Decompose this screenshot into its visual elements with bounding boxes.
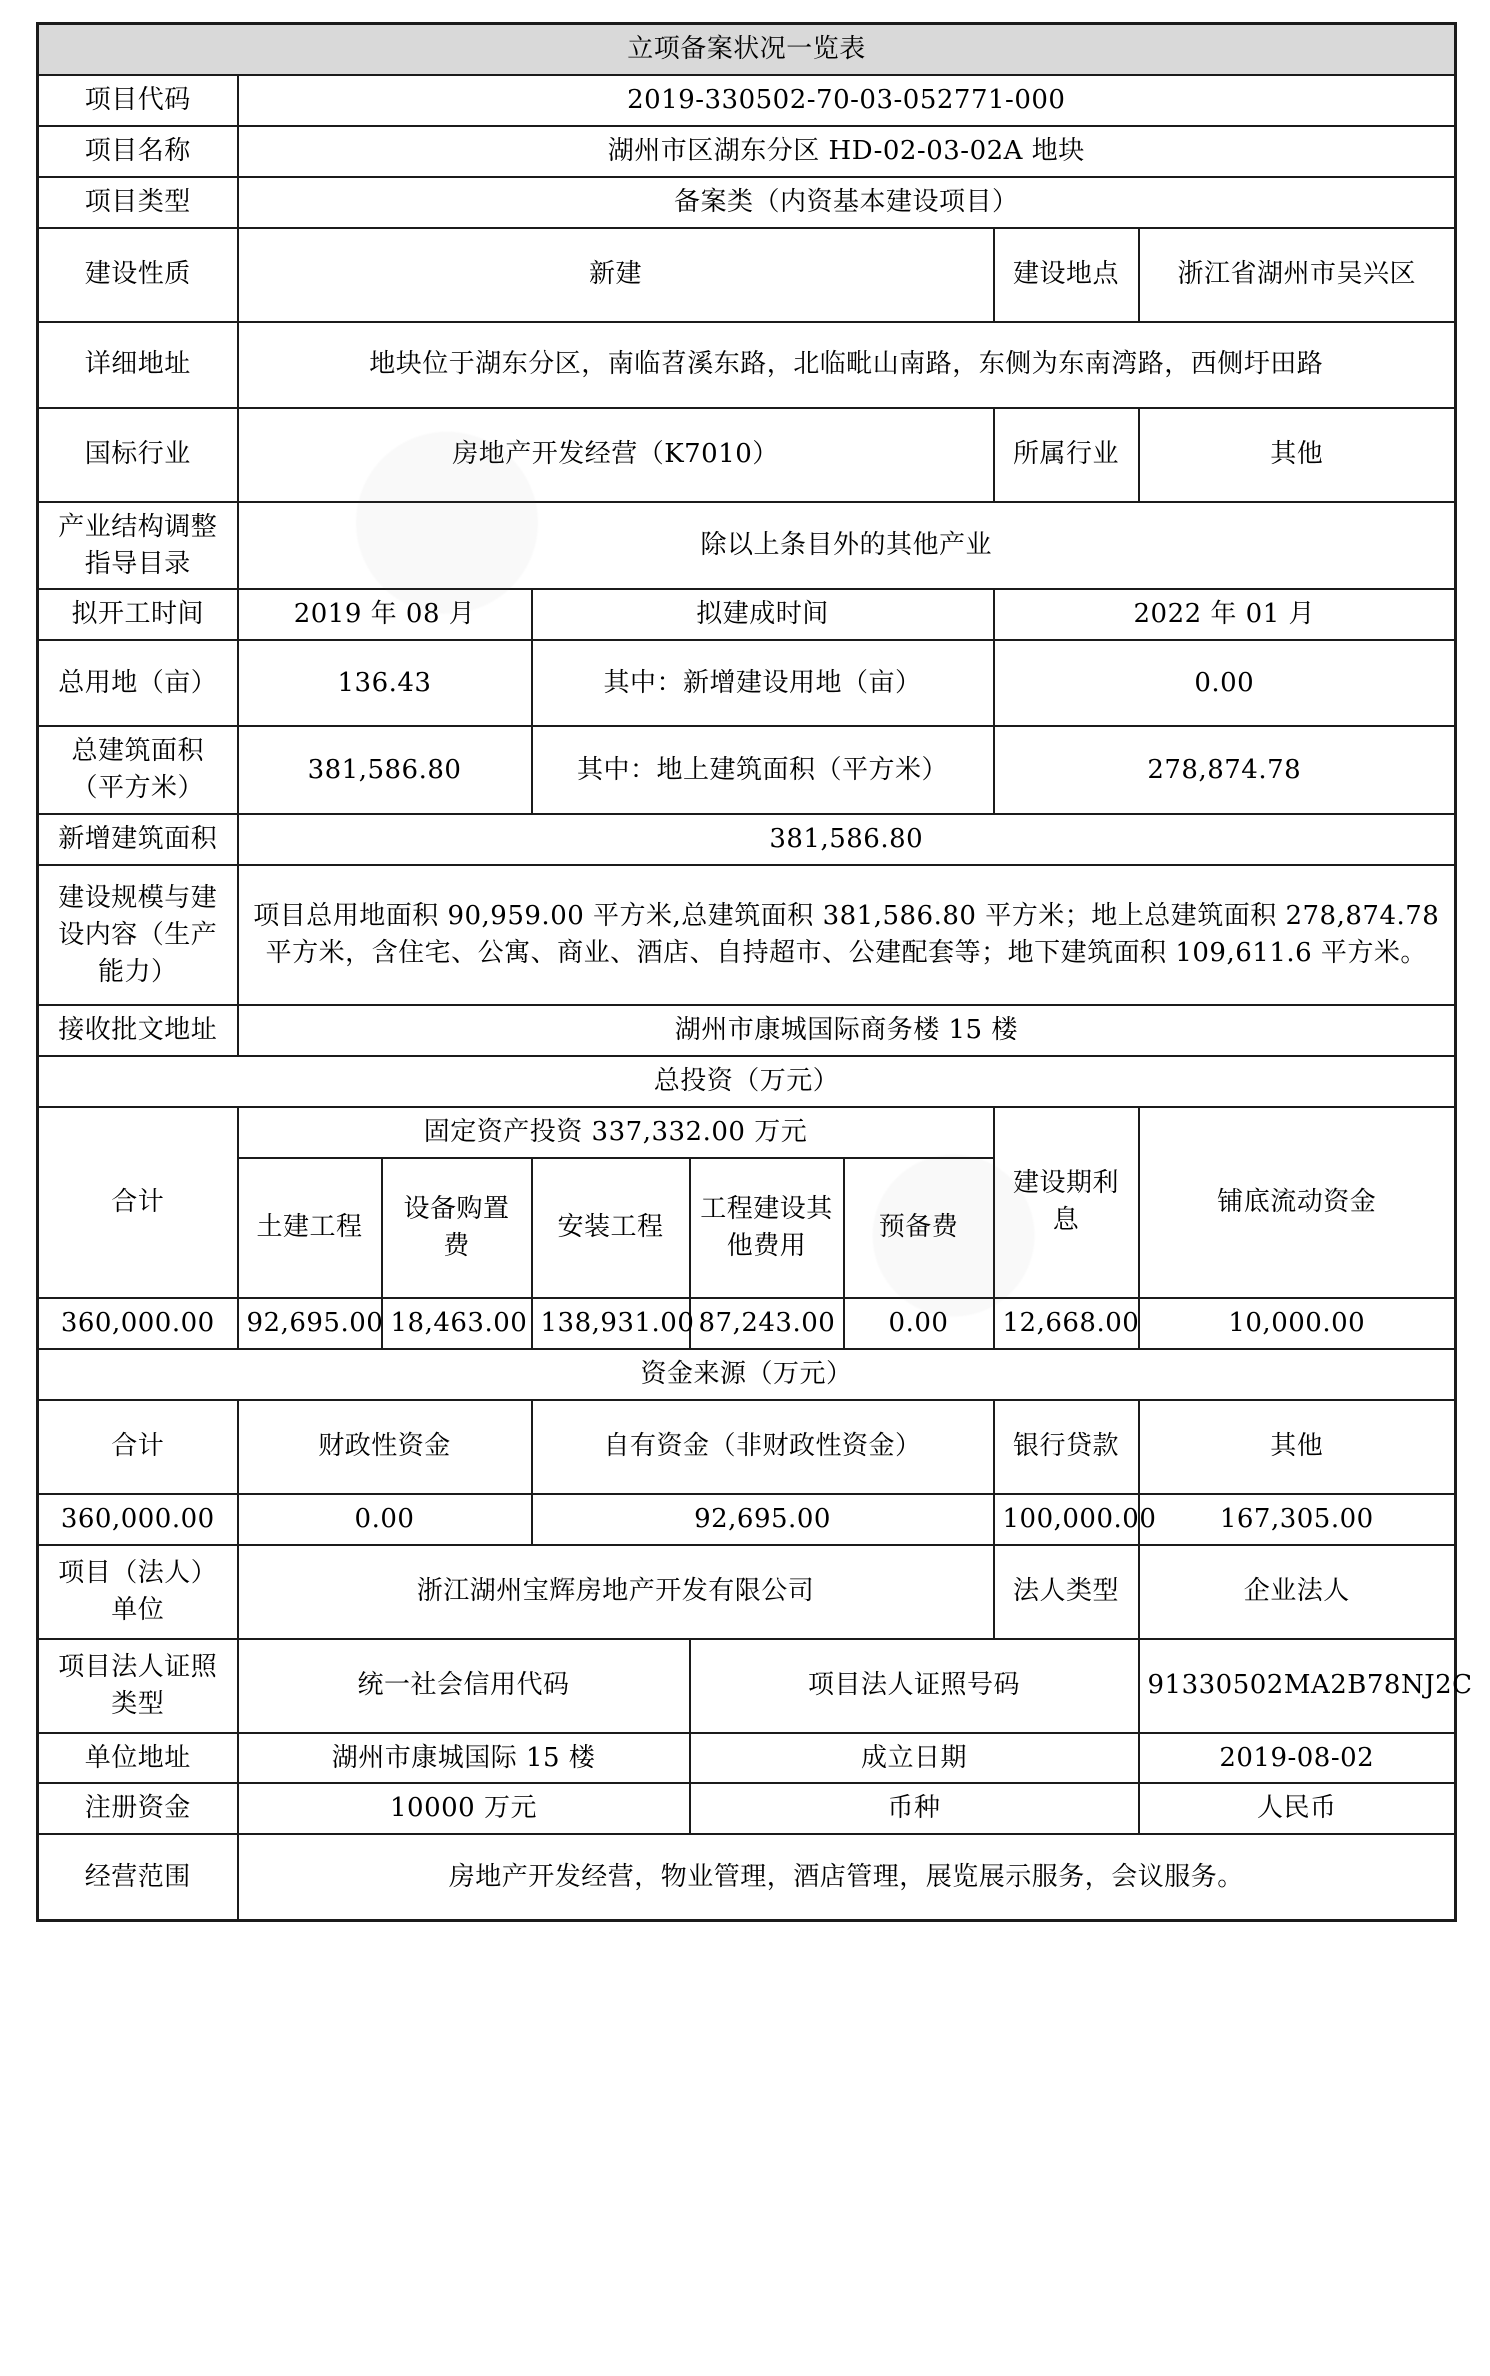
found-date-value: 2019-08-02 — [1139, 1733, 1456, 1784]
national-industry-value: 房地产开发经营（K7010） — [238, 408, 994, 502]
table-row-investment-title — [38, 1056, 1456, 1107]
cert-no-label: 项目法人证照号码 — [690, 1639, 1139, 1733]
funding-value-1: 0.00 — [238, 1494, 532, 1545]
found-date-label: 成立日期 — [690, 1733, 1139, 1784]
investment-total-value: 360,000.00 — [38, 1298, 238, 1349]
table-row-funding-columns — [38, 1400, 1456, 1494]
page-title: 立项备案状况一览表 — [38, 24, 1456, 75]
table-row-industry — [38, 408, 1456, 502]
table-row-detail-address — [38, 322, 1456, 408]
table-row-funding-values — [38, 1494, 1456, 1545]
start-time-label: 拟开工时间 — [38, 589, 238, 640]
unit-address-label: 单位地址 — [38, 1733, 238, 1784]
funding-col-header-3: 银行贷款 — [994, 1400, 1139, 1494]
cert-type-label: 项目法人证照类型 — [38, 1639, 238, 1733]
table-row-cert — [38, 1639, 1456, 1733]
investment-value-5: 0.00 — [844, 1298, 994, 1349]
table-row-legal-unit — [38, 1545, 1456, 1639]
project-name-value: 湖州市区湖东分区 HD-02-03-02A 地块 — [238, 126, 1456, 177]
national-industry-label: 国标行业 — [38, 408, 238, 502]
industry-catalog-value: 除以上条目外的其他产业 — [238, 502, 1456, 590]
table-row-receive-address — [38, 1005, 1456, 1056]
table-row-title — [38, 24, 1456, 75]
table-row-times — [38, 589, 1456, 640]
table-row-project-type — [38, 177, 1456, 228]
investment-col-header-5: 预备费 — [844, 1158, 994, 1298]
table-row-business-scope — [38, 1834, 1456, 1920]
new-floor-value: 381,586.80 — [238, 814, 1456, 865]
project-type-label: 项目类型 — [38, 177, 238, 228]
construction-site-label: 建设地点 — [994, 228, 1139, 322]
construction-nature-value: 新建 — [238, 228, 994, 322]
legal-type-label: 法人类型 — [994, 1545, 1139, 1639]
table-row-land — [38, 640, 1456, 726]
above-ground-label: 其中：地上建筑面积（平方米） — [532, 726, 994, 814]
table-row-project-code — [38, 75, 1456, 126]
project-code-label: 项目代码 — [38, 75, 238, 126]
scale-value: 项目总用地面积 90,959.00 平方米,总建筑面积 381,586.80 平方米；地上总建筑面积 278,874.78 平方米，含住宅、公寓、商业、酒店、自持超市、公建配套等；地下建筑面积 109,611.6 平方米。 — [238, 865, 1456, 1005]
table-row-project-name — [38, 126, 1456, 177]
investment-value-6: 12,668.00 — [994, 1298, 1139, 1349]
table-row-registered-capital — [38, 1783, 1456, 1834]
investment-section-title: 总投资（万元） — [38, 1056, 1456, 1107]
funding-total-value: 360,000.00 — [38, 1494, 238, 1545]
table-row-floor-area — [38, 726, 1456, 814]
project-name-label: 项目名称 — [38, 126, 238, 177]
table-row-construction-nature — [38, 228, 1456, 322]
legal-unit-value: 浙江湖州宝辉房地产开发有限公司 — [238, 1545, 994, 1639]
investment-value-7: 10,000.00 — [1139, 1298, 1456, 1349]
investment-col-header-3: 安装工程 — [532, 1158, 690, 1298]
investment-value-4: 87,243.00 — [690, 1298, 844, 1349]
currency-value: 人民币 — [1139, 1783, 1456, 1834]
finish-time-value: 2022 年 01 月 — [994, 589, 1456, 640]
project-filing-table — [36, 22, 1473, 1922]
table-row-industry-catalog — [38, 502, 1456, 590]
cert-no-value: 91330502MA2B78NJ2C — [1139, 1639, 1456, 1733]
investment-col-header-7: 铺底流动资金 — [1139, 1107, 1456, 1298]
investment-value-3: 138,931.00 — [532, 1298, 690, 1349]
unit-address-value: 湖州市康城国际 15 楼 — [238, 1733, 690, 1784]
funding-col-header-2: 自有资金（非财政性资金） — [532, 1400, 994, 1494]
table-row-funding-title — [38, 1349, 1456, 1400]
legal-type-value: 企业法人 — [1139, 1545, 1456, 1639]
investment-col-header-2: 设备购置费 — [382, 1158, 532, 1298]
investment-value-1: 92,695.00 — [238, 1298, 382, 1349]
funding-value-2: 92,695.00 — [532, 1494, 994, 1545]
project-type-value: 备案类（内资基本建设项目） — [238, 177, 1456, 228]
investment-col-header-1: 土建工程 — [238, 1158, 382, 1298]
industry-catalog-label: 产业结构调整指导目录 — [38, 502, 238, 590]
registered-capital-label: 注册资金 — [38, 1783, 238, 1834]
construction-site-value: 浙江省湖州市吴兴区 — [1139, 228, 1456, 322]
scale-label: 建设规模与建设内容（生产能力） — [38, 865, 238, 1005]
funding-total-label: 合计 — [38, 1400, 238, 1494]
receive-address-value: 湖州市康城国际商务楼 15 楼 — [238, 1005, 1456, 1056]
currency-label: 币种 — [690, 1783, 1139, 1834]
legal-unit-label: 项目（法人）单位 — [38, 1545, 238, 1639]
new-land-label: 其中：新增建设用地（亩） — [532, 640, 994, 726]
table-row-new-floor — [38, 814, 1456, 865]
project-code-value: 2019-330502-70-03-052771-000 — [238, 75, 1456, 126]
table-row-unit-address — [38, 1733, 1456, 1784]
total-floor-value: 381,586.80 — [238, 726, 532, 814]
detail-address-label: 详细地址 — [38, 322, 238, 408]
belong-industry-value: 其他 — [1139, 408, 1456, 502]
receive-address-label: 接收批文地址 — [38, 1005, 238, 1056]
registered-capital-value: 10000 万元 — [238, 1783, 690, 1834]
investment-col-header-4: 工程建设其他费用 — [690, 1158, 844, 1298]
above-ground-value: 278,874.78 — [994, 726, 1456, 814]
table-row-investment-values — [38, 1298, 1456, 1349]
belong-industry-label: 所属行业 — [994, 408, 1139, 502]
table-row-fixed-asset-header — [38, 1107, 1456, 1158]
funding-section-title: 资金来源（万元） — [38, 1349, 1456, 1400]
investment-col-header-6: 建设期利息 — [994, 1107, 1139, 1298]
investment-total-label: 合计 — [38, 1107, 238, 1298]
funding-value-3: 100,000.00 — [994, 1494, 1139, 1545]
new-land-value: 0.00 — [994, 640, 1456, 726]
cert-type-value: 统一社会信用代码 — [238, 1639, 690, 1733]
investment-value-2: 18,463.00 — [382, 1298, 532, 1349]
total-floor-label: 总建筑面积（平方米） — [38, 726, 238, 814]
finish-time-label: 拟建成时间 — [532, 589, 994, 640]
business-scope-value: 房地产开发经营，物业管理，酒店管理，展览展示服务，会议服务。 — [238, 1834, 1456, 1920]
funding-col-header-4: 其他 — [1139, 1400, 1456, 1494]
start-time-value: 2019 年 08 月 — [238, 589, 532, 640]
funding-col-header-1: 财政性资金 — [238, 1400, 532, 1494]
fixed-asset-header: 固定资产投资 337,332.00 万元 — [238, 1107, 994, 1158]
detail-address-value: 地块位于湖东分区，南临苕溪东路，北临毗山南路，东侧为东南湾路，西侧圩田路 — [238, 322, 1456, 408]
business-scope-label: 经营范围 — [38, 1834, 238, 1920]
total-land-label: 总用地（亩） — [38, 640, 238, 726]
construction-nature-label: 建设性质 — [38, 228, 238, 322]
new-floor-label: 新增建筑面积 — [38, 814, 238, 865]
funding-value-4: 167,305.00 — [1139, 1494, 1456, 1545]
table-row-scale — [38, 865, 1456, 1005]
total-land-value: 136.43 — [238, 640, 532, 726]
